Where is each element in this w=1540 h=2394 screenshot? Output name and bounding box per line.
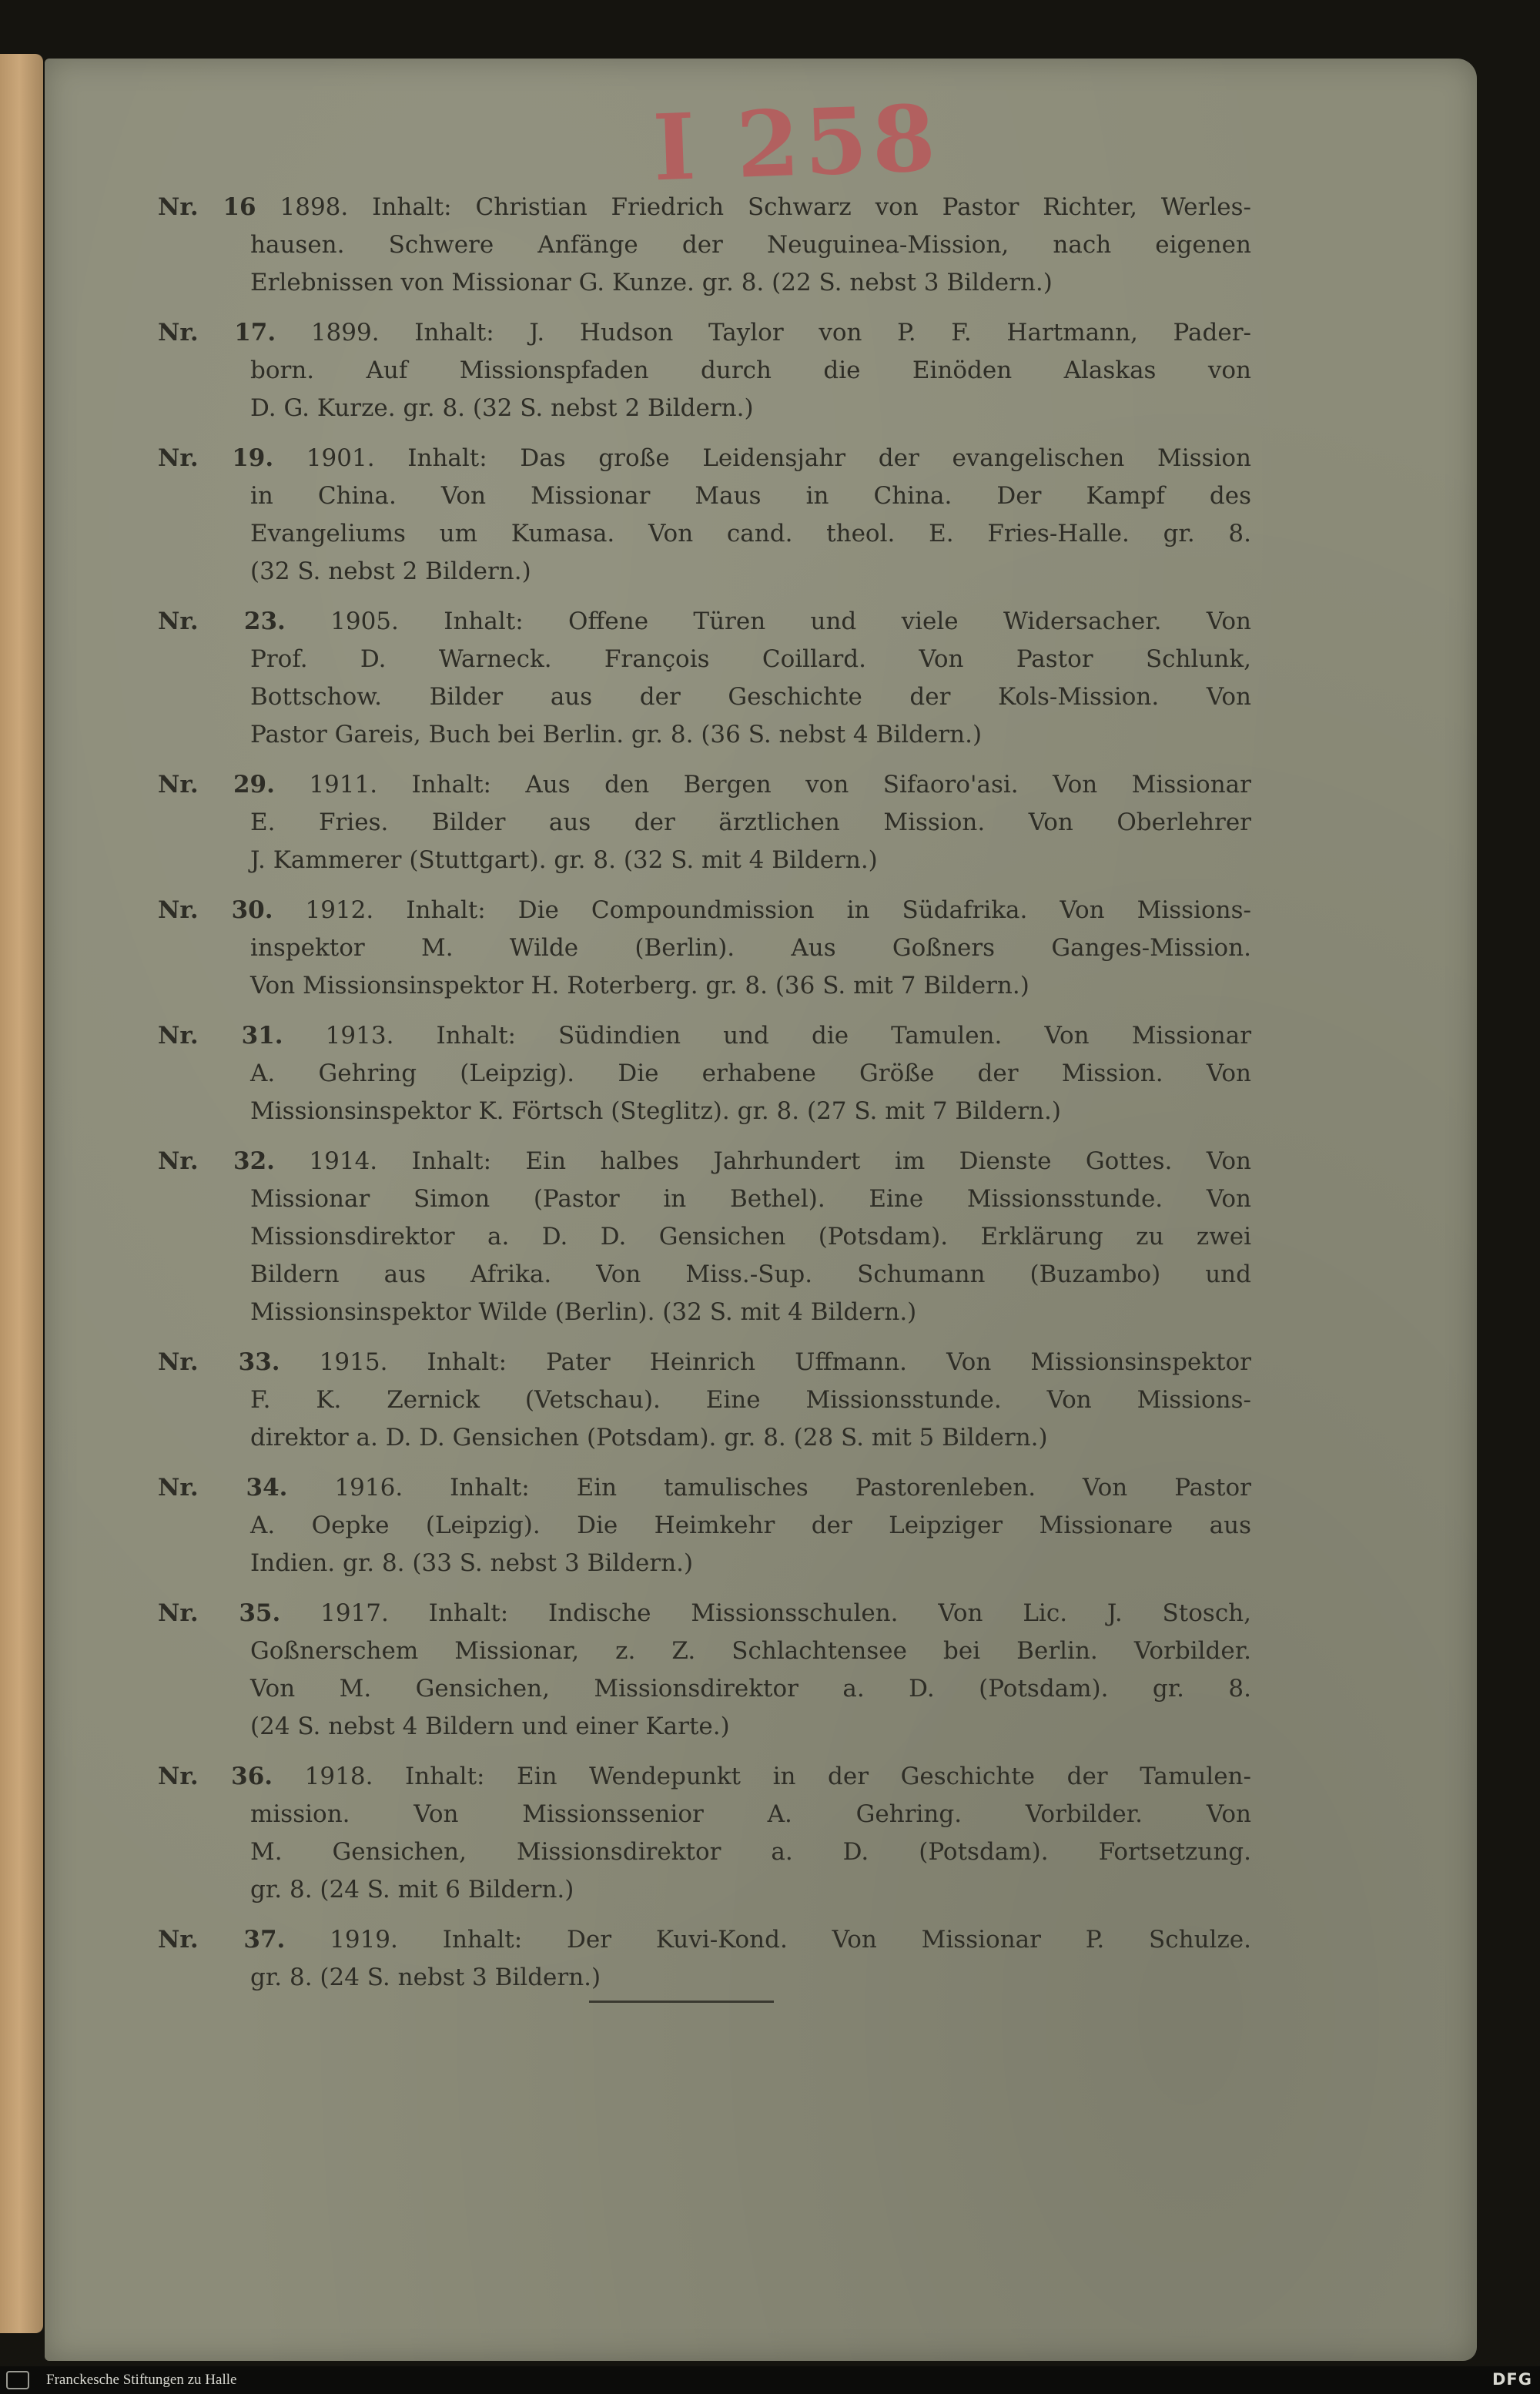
institution-crest-icon — [6, 2371, 29, 2389]
entry-text-line: inspektor M. Wilde (Berlin). Aus Goßners Ganges-Mission. — [250, 934, 1251, 962]
entry-number: Nr. 36. — [158, 1763, 273, 1790]
entry-text-line: gr. 8. (24 S. mit 6 Bildern.) — [250, 1876, 574, 1903]
list-item — [158, 1344, 1251, 1457]
entry-text-line: 1905. Inhalt: Offene Türen und viele Widersacher. Von — [330, 608, 1252, 635]
entry-text-line: 1915. Inhalt: Pater Heinrich Uffmann. Von Missionsinspektor — [319, 1348, 1252, 1376]
entry-number: Nr. 35. — [158, 1599, 281, 1627]
entry-text-line: 1913. Inhalt: Südindien und die Tamulen. Von Missionar — [325, 1022, 1252, 1050]
entry-text-line: Missionsinspektor Wilde (Berlin). (32 S. mit 4 Bildern.) — [250, 1298, 917, 1326]
entry-text-line: Missionsinspektor K. Förtsch (Steglitz). gr. 8. (27 S. mit 7 Bildern.) — [250, 1097, 1061, 1125]
entry-text-line: 1911. Inhalt: Aus den Bergen von Sifaoro'asi. Von Missionar — [309, 771, 1251, 799]
entry-number: Nr. 29. — [158, 771, 275, 799]
entry-number: Nr. 23. — [158, 608, 286, 635]
list-item — [158, 892, 1251, 1005]
entry-text-line: M. Gensichen, Missionsdirektor a. D. (Potsdam). Fortsetzung. — [250, 1838, 1251, 1866]
entry-text-line: Bottschow. Bilder aus der Geschichte der Kols-Mission. Von — [250, 683, 1251, 711]
entry-text-line: Missionar Simon (Pastor in Bethel). Eine Missionsstunde. Von — [250, 1185, 1251, 1213]
entry-number: Nr. 32. — [158, 1147, 275, 1175]
list-item — [158, 766, 1251, 879]
list-item — [158, 1758, 1251, 1909]
entry-text-line: 1914. Inhalt: Ein halbes Jahrhundert im Dienste Gottes. Von — [309, 1147, 1251, 1175]
entry-text-line: Evangeliums um Kumasa. Von cand. theol. E. Fries-Halle. gr. 8. — [250, 520, 1251, 547]
publication-list — [158, 189, 1251, 2009]
closing-rule — [589, 2001, 774, 2003]
entry-text-line: Von M. Gensichen, Missionsdirektor a. D. (Potsdam). gr. 8. — [250, 1675, 1251, 1703]
entry-text-line: Bildern aus Afrika. Von Miss.-Sup. Schumann (Buzambo) und — [250, 1261, 1251, 1288]
entry-text-line: 1918. Inhalt: Ein Wendepunkt in der Geschichte der Tamulen- — [304, 1763, 1252, 1790]
entry-text-line: direktor a. D. D. Gensichen (Potsdam). gr. 8. (28 S. mit 5 Bildern.) — [250, 1424, 1048, 1451]
entry-text-line: Von Missionsinspektor H. Roterberg. gr. 8. (36 S. mit 7 Bildern.) — [250, 972, 1029, 999]
entry-number: Nr. 37. — [158, 1926, 286, 1954]
list-item — [158, 1921, 1251, 1997]
list-item — [158, 1143, 1251, 1331]
entry-number: Nr. 34. — [158, 1474, 288, 1502]
entry-number: Nr. 16 — [158, 193, 256, 221]
entry-number: Nr. 33. — [158, 1348, 280, 1376]
entry-text-line: 1919. Inhalt: Der Kuvi-Kond. Von Missionar P. Schulze. — [330, 1926, 1251, 1954]
entry-text-line: E. Fries. Bilder aus der ärztlichen Mission. Von Oberlehrer — [250, 809, 1251, 836]
entry-text-line: Pastor Gareis, Buch bei Berlin. gr. 8. (36 S. nebst 4 Bildern.) — [250, 721, 983, 748]
entry-text-line: in China. Von Missionar Maus in China. Der Kampf des — [250, 482, 1251, 510]
entry-text-line: 1898. Inhalt: Christian Friedrich Schwarz von Pastor Richter, Werles- — [280, 193, 1251, 221]
entry-text-line: A. Gehring (Leipzig). Die erhabene Größe der Mission. Von — [250, 1060, 1251, 1087]
entry-number: Nr. 31. — [158, 1022, 283, 1050]
entry-text-line: A. Oepke (Leipzig). Die Heimkehr der Leipziger Missionare aus — [250, 1512, 1251, 1539]
entry-text-line: Missionsdirektor a. D. D. Gensichen (Potsdam). Erklärung zu zwei — [250, 1223, 1251, 1251]
entry-text-line: mission. Von Missionssenior A. Gehring. Vorbilder. Von — [250, 1800, 1251, 1828]
entry-text-line: 1899. Inhalt: J. Hudson Taylor von P. F. Hartmann, Pader- — [310, 319, 1251, 347]
entry-text-line: 1912. Inhalt: Die Compoundmission in Südafrika. Von Missions- — [305, 896, 1251, 924]
book-spine-edge — [0, 54, 43, 2333]
entry-text-line: Goßnerschem Missionar, z. Z. Schlachtensee bei Berlin. Vorbilder. — [250, 1637, 1251, 1665]
viewer-footer — [0, 2366, 1540, 2394]
list-item — [158, 1469, 1251, 1582]
entry-number: Nr. 17. — [158, 319, 276, 347]
entry-text-line: born. Auf Missionspfaden durch die Einöden Alaskas von — [250, 357, 1251, 384]
entry-text-line: Erlebnissen von Missionar G. Kunze. gr. 8. (22 S. nebst 3 Bildern.) — [250, 269, 1053, 296]
entry-text-line: (24 S. nebst 4 Bildern und einer Karte.) — [250, 1713, 730, 1740]
list-item — [158, 440, 1251, 591]
entry-text-line: Prof. D. Warneck. François Coillard. Von Pastor Schlunk, — [250, 645, 1251, 673]
entry-text-line: 1901. Inhalt: Das große Leidensjahr der evangelischen Mission — [306, 444, 1252, 472]
entry-text-line: gr. 8. (24 S. nebst 3 Bildern.) — [250, 1964, 601, 1991]
list-item — [158, 314, 1251, 427]
entry-text-line: D. G. Kurze. gr. 8. (32 S. nebst 2 Bildern.) — [250, 394, 754, 422]
entry-text-line: 1916. Inhalt: Ein tamulisches Pastorenleben. Von Pastor — [334, 1474, 1251, 1502]
entry-text-line: J. Kammerer (Stuttgart). gr. 8. (32 S. mit 4 Bildern.) — [250, 846, 878, 874]
institution-name: Franckesche Stiftungen zu Halle — [46, 2372, 237, 2388]
entry-text-line: F. K. Zernick (Vetschau). Eine Missionsstunde. Von Missions- — [250, 1386, 1251, 1414]
list-item — [158, 603, 1251, 754]
entry-text-line: (32 S. nebst 2 Bildern.) — [250, 557, 531, 585]
entry-number: Nr. 30. — [158, 896, 273, 924]
list-item — [158, 189, 1251, 302]
entry-number: Nr. 19. — [158, 444, 274, 472]
shelfmark-stamp: I 258 — [651, 84, 942, 202]
entry-text-line: Indien. gr. 8. (33 S. nebst 3 Bildern.) — [250, 1549, 694, 1577]
list-item — [158, 1595, 1251, 1746]
entry-text-line: 1917. Inhalt: Indische Missionsschulen. Von Lic. J. Stosch, — [320, 1599, 1251, 1627]
list-item — [158, 1017, 1251, 1130]
dfg-logo: DFG — [1491, 2370, 1532, 2389]
entry-text-line: hausen. Schwere Anfänge der Neuguinea-Mission, nach eigenen — [250, 231, 1251, 259]
